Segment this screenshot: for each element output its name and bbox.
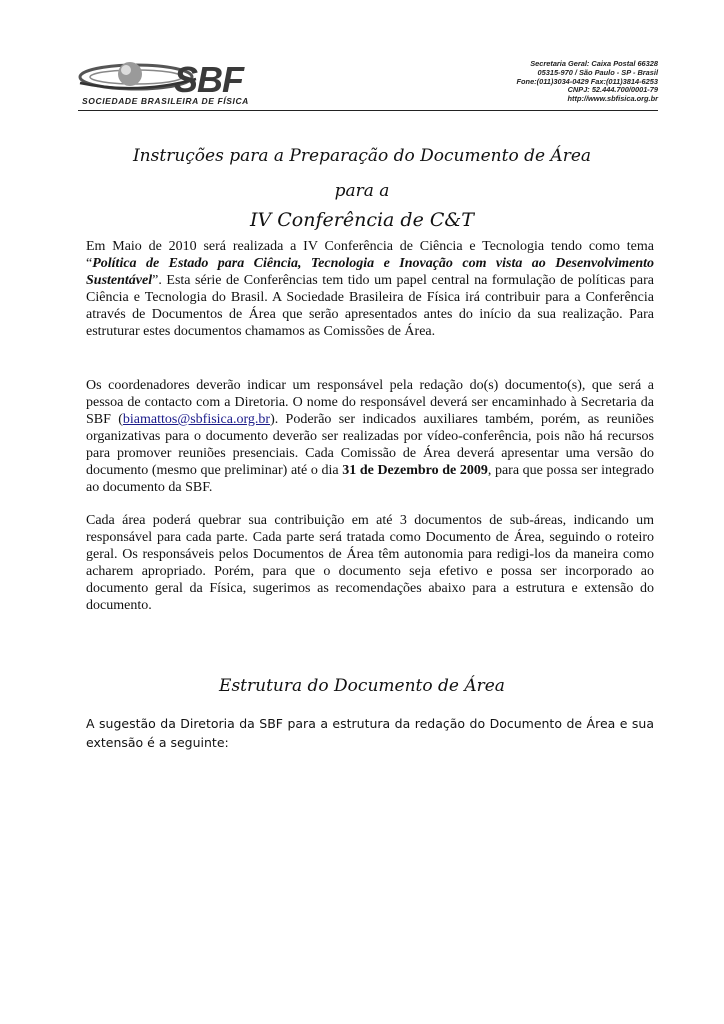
contact-line: Secretaria Geral: Caixa Postal 66328: [530, 59, 658, 68]
header-rule: [78, 110, 658, 111]
logo-subtitle: SOCIEDADE BRASILEIRA DE FÍSICA: [82, 96, 249, 106]
contact-line: CNPJ: 52.444.700/0001-79: [567, 85, 658, 95]
section-title: Estrutura do Documento de Área: [219, 676, 505, 696]
sbf-logo: [78, 55, 268, 109]
paragraph-subareas: [86, 512, 654, 614]
section-intro: A sugestão da Diretoria da SBF para a estrutura da redação do Documento de Área e sua extensão é a seguinte:: [86, 716, 654, 750]
conference-theme: Política de Estado para Ciência, Tecnologia e Inovação com vista ao Desenvolvimento Sustentável: [86, 256, 654, 288]
paragraph-text: ). Poderão ser indicados auxiliares também, porém, as reuniões organizativas para o documento deverão ser realizadas por vídeo-conferência, pois não há recursos para promover reuniões presenciais. Cada Comissão de Área deverá apresentar uma versão do documento (mesmo que preliminar) até o dia: [86, 412, 654, 478]
paragraph-text: Em Maio de 2010 será realizada a IV Conferência de Ciência e Tecnologia tendo como tema “: [86, 239, 654, 271]
logo-text: SBF: [174, 59, 243, 100]
deadline-date: 31 de Dezembro de 2009: [342, 463, 488, 478]
document-subtitle: IV Conferência de C&T: [250, 209, 474, 231]
contact-block: [517, 60, 658, 104]
paragraph-text: , para que possa ser integrado ao documento da SBF.: [86, 463, 655, 495]
letterhead: [0, 0, 724, 120]
paragraph-text: Os coordenadores deverão indicar um responsável pela redação do(s) documento(s), que será a pessoa de contacto com a Diretoria. O nome do responsável deverá ser encaminhado à Secretaria da SBF (: [86, 378, 654, 427]
document-title-connector: para a: [334, 181, 390, 201]
paragraph-text: Cada área poderá quebrar sua contribuição em até 3 documentos de sub-áreas, indicando um responsável para cada parte. Cada parte será tratada como Documento de Área, seguindo o roteiro geral. Os responsáveis pelos Documentos de Área têm autonomia para redigi-los da maneira como acharem apropriado. Porém, para que o documento seja efetivo e possa ser incorporado ao documento geral da Física, sugerimos as recomendações abaixo para a estrutura e extensão do documento.: [86, 513, 654, 613]
contact-line: 05315-970 / São Paulo - SP - Brasil: [537, 67, 658, 77]
contact-website: http://www.sbfisica.org.br: [567, 94, 658, 104]
contact-line: Fone:(011)3034-0429 Fax:(011)3814-6253: [516, 76, 658, 86]
paragraph-coordinators: [86, 377, 654, 496]
email-link[interactable]: biamattos@sbfisica.org.br: [122, 412, 271, 427]
paragraph-text: ”. Esta série de Conferências tem tido um papel central na formulação de políticas para Ciência e Tecnologia do Brasil. A Sociedade Brasileira de Física irá contribuir para a Conferência através de Documentos de Área que serão apresentados antes do início da sua realização. Para estruturar estes documentos chamamos as Comissões de Área.: [86, 273, 654, 339]
paragraph-intro: [86, 238, 654, 340]
document-title: Instruções para a Preparação do Documento de Área: [132, 146, 592, 166]
